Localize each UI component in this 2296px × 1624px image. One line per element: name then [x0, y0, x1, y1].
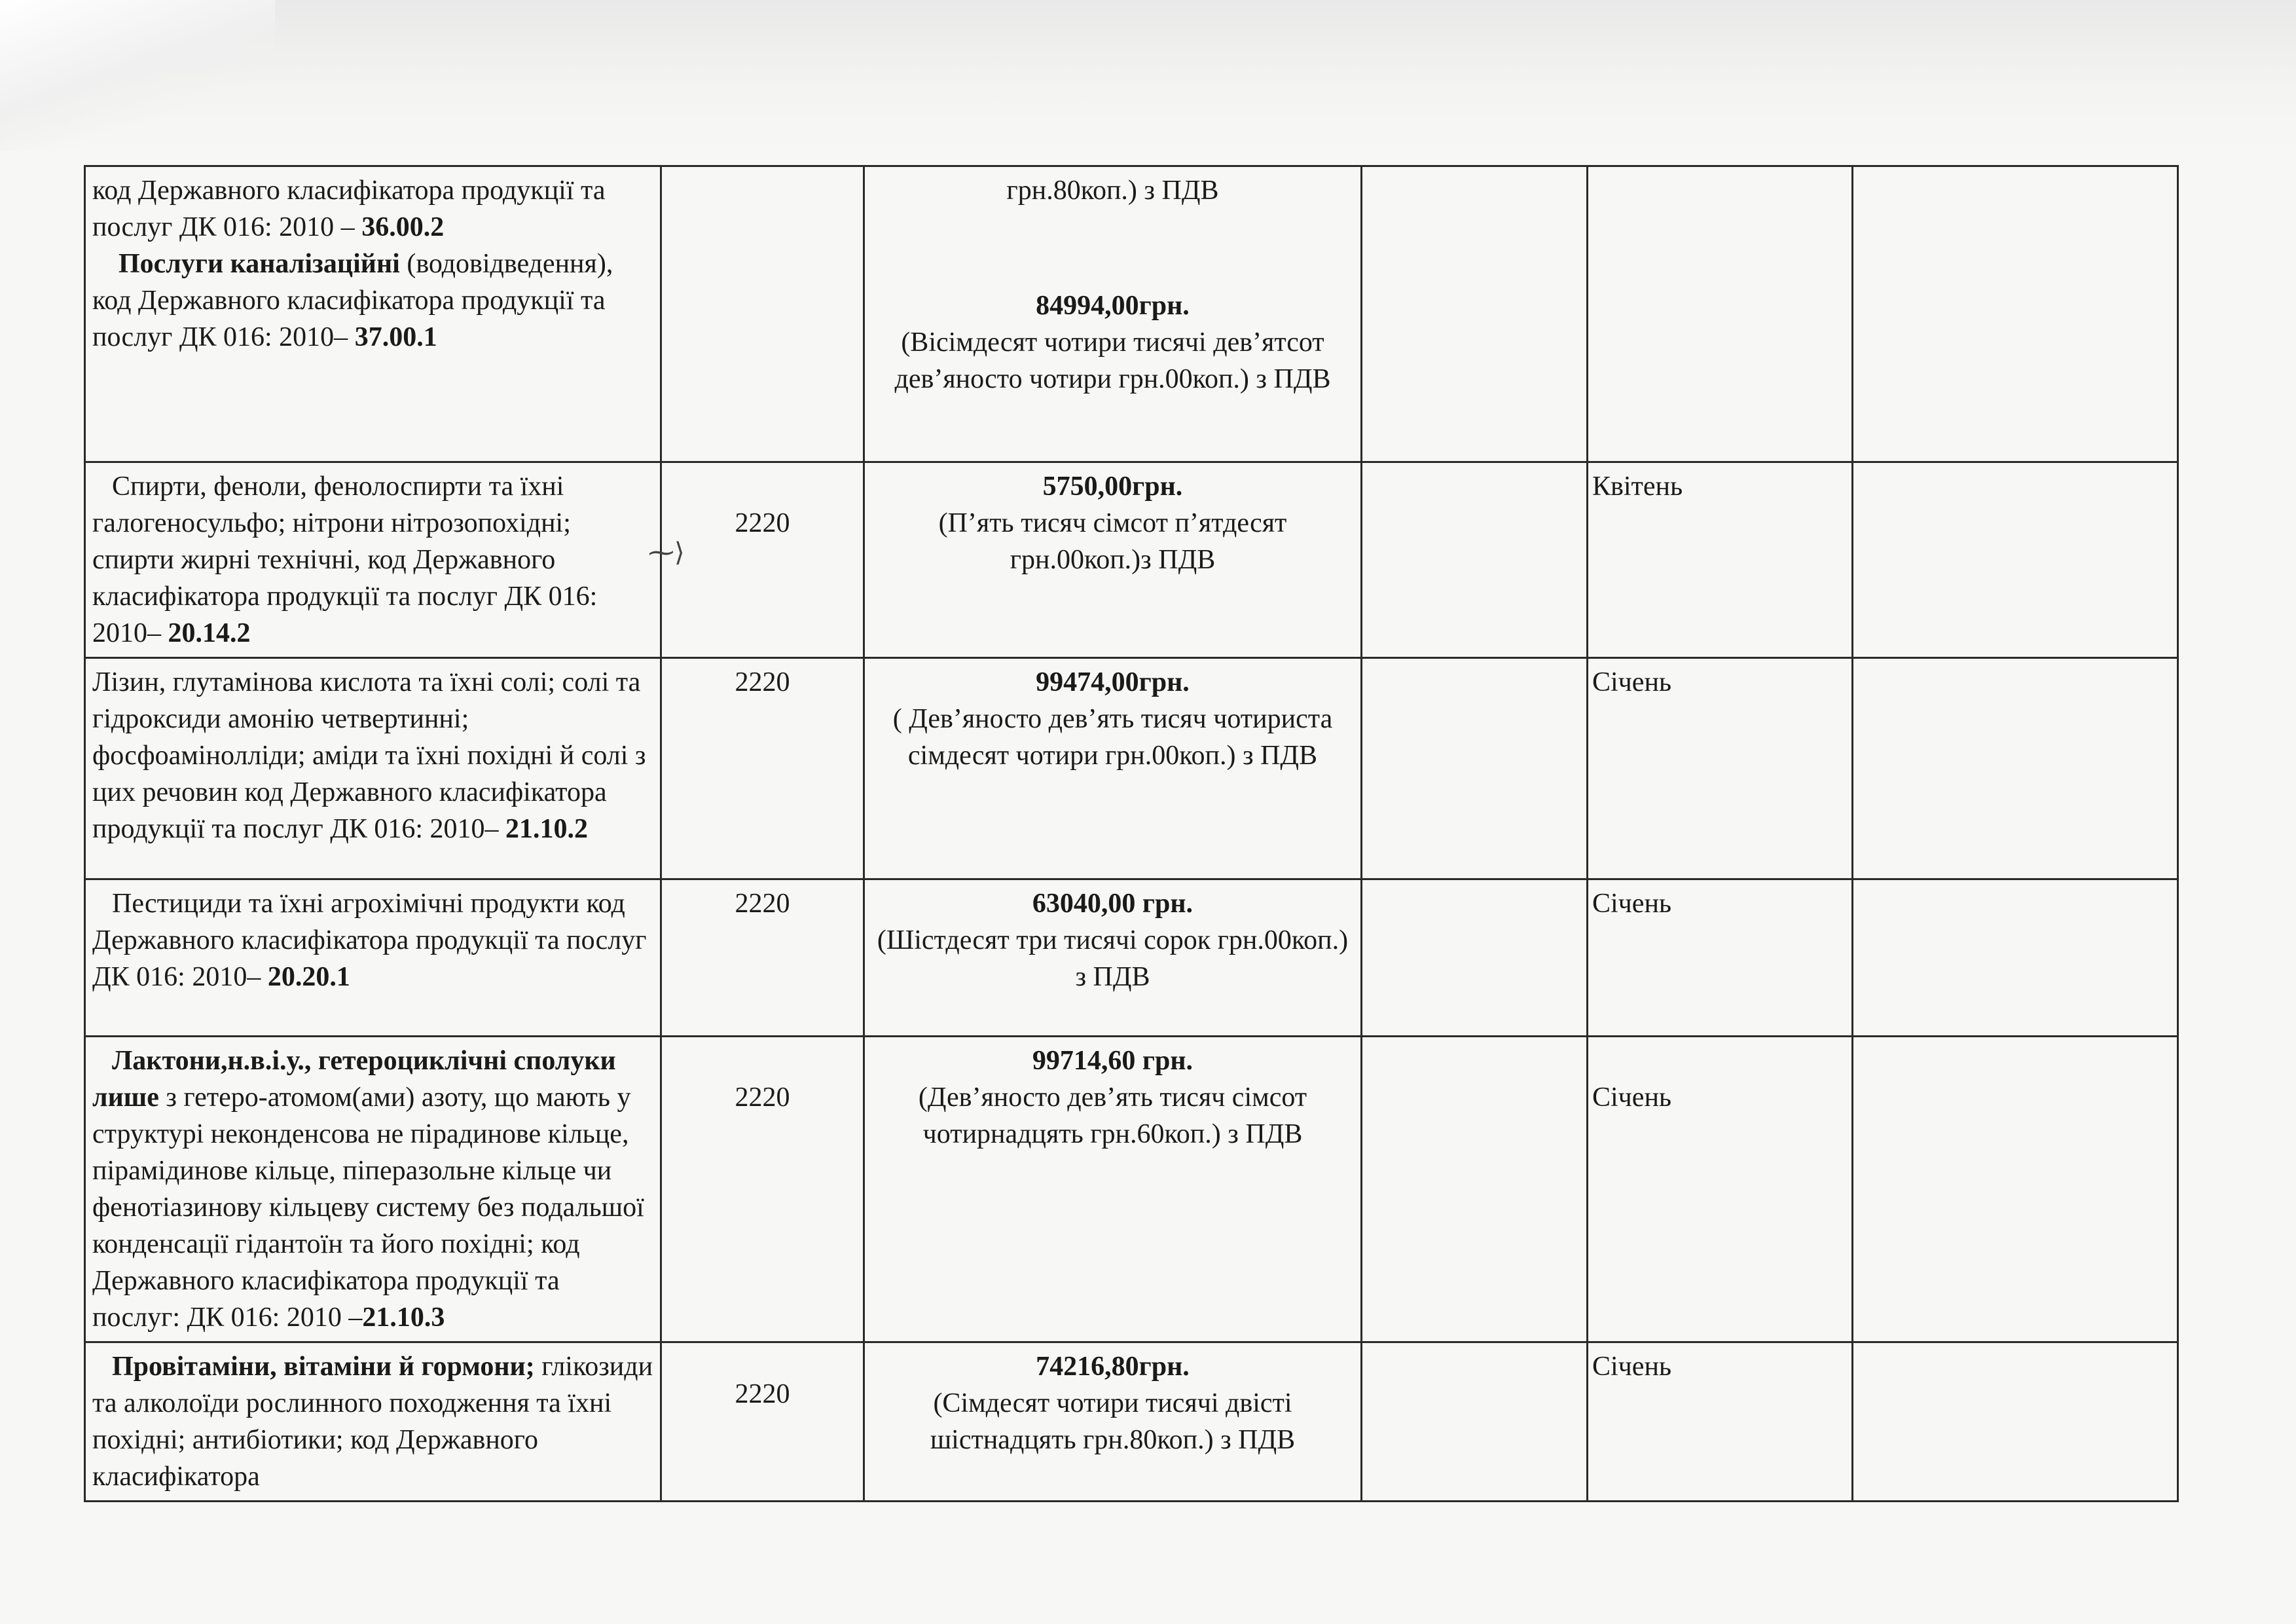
note-cell	[1853, 462, 2178, 658]
item-name-cell: Пестициди та їхні агрохімічні продукти код Державного класифікатора продукції та послуг ДК 016: 2010– 20.20.1	[85, 879, 661, 1037]
sum-cell	[864, 879, 1362, 1037]
sum-cell	[864, 1342, 1362, 1502]
date-cell: Січень	[1588, 1037, 1853, 1342]
item-name-cell: Спирти, феноли, фенолоспирти та їхні галогеносульфо; нітрони нітрозопохідні; спирти жирні технічні, код Державного класифікатора продукції та послуг ДК 016: 2010– 20.14.2	[85, 462, 661, 658]
procurement-plan-table	[84, 165, 2179, 1502]
note-cell	[1853, 166, 2178, 462]
sum-text: (Вісімдесят чотири тисячі дев’ятсот дев’яносто чотири грн.00коп.) з ПДВ	[894, 327, 1331, 394]
kekv-cell: 2220	[661, 879, 864, 1037]
sum-cell	[864, 462, 1362, 658]
sum-cell	[864, 166, 1362, 462]
sum-text: (Шістдесят три тисячі сорок грн.00коп.) з ПДВ	[877, 925, 1349, 992]
sum-amount: 5750,00грн.	[1042, 471, 1183, 502]
date-cell: Січень	[1588, 1342, 1853, 1502]
sum-cell	[864, 658, 1362, 879]
kekv-cell: 2220	[661, 1342, 864, 1502]
sum-amount: 63040,00 грн.	[1032, 889, 1194, 919]
sum-cell	[864, 1037, 1362, 1342]
table-row	[85, 166, 2178, 462]
sum-amount: 84994,00грн.	[1036, 291, 1190, 321]
item-name-text: Послуги каналізаційні (водовідведення), код Державного класифікатора продукції та послуг ДК 016: 2010– 37.00.1	[92, 249, 613, 352]
date-cell: Січень	[1588, 879, 1853, 1037]
note-cell	[1853, 1037, 2178, 1342]
kekv-cell	[661, 166, 864, 462]
note-cell	[1853, 879, 2178, 1037]
date-cell	[1588, 166, 1853, 462]
note-cell	[1853, 658, 2178, 879]
sum-amount: 99474,00грн.	[1036, 667, 1190, 697]
date-cell: Січень	[1588, 658, 1853, 879]
sum-amount: 99714,60 грн.	[1032, 1046, 1194, 1076]
sum-text: ( Дев’яносто дев’ять тисяч чотириста сімдесят чотири грн.00коп.) з ПДВ	[892, 704, 1333, 771]
page-top-edge	[0, 0, 2296, 151]
sum-text: грн.80коп.) з ПДВ	[1006, 175, 1219, 206]
kekv-cell: 2220	[661, 658, 864, 879]
item-name-cell	[85, 166, 661, 462]
procedure-cell	[1362, 1342, 1588, 1502]
procedure-cell	[1362, 658, 1588, 879]
procedure-cell	[1362, 1037, 1588, 1342]
sum-text: (П’ять тисяч сімсот п’ятдесят грн.00коп.)з ПДВ	[938, 508, 1287, 575]
item-name-cell: Лактони,н.в.і.у., гетероциклічні сполуки лише з гетеро-атомом(ами) азоту, що мають у структурі неконденсова не пірадинове кільце, пірамідинове кільце, піперазольне кільце чи фенотіазинову кільцеву систему без подальшої конденсації гідантоїн та його похідні; код Державного класифікатора продукції та послуг: ДК 016: 2010 –21.10.3	[85, 1037, 661, 1342]
procedure-cell	[1362, 462, 1588, 658]
table-row	[85, 658, 2178, 879]
note-cell	[1853, 1342, 2178, 1502]
table-row	[85, 462, 2178, 658]
ink-mark: ⁓⟩	[648, 538, 685, 567]
item-name-text: код Державного класифікатора продукції та послуг ДК 016: 2010 – 36.00.2	[92, 175, 606, 242]
date-cell: Квітень	[1588, 462, 1853, 658]
procedure-cell	[1362, 166, 1588, 462]
kekv-cell: 2220	[661, 1037, 864, 1342]
page-corner-fold	[0, 0, 275, 151]
item-name-cell: Провітаміни, вітаміни й гормони; глікозиди та алколоїди рослинного походження та їхні похідні; антибіотики; код Державного класифікатора	[85, 1342, 661, 1502]
table-row	[85, 879, 2178, 1037]
procedure-cell	[1362, 879, 1588, 1037]
kekv-cell: 2220	[661, 462, 864, 658]
sum-text: (Сімдесят чотири тисячі двісті шістнадцять грн.80коп.) з ПДВ	[930, 1388, 1296, 1455]
item-name-cell: Лізин, глутамінова кислота та їхні солі; солі та гідроксиди амонію четвертинні; фосфоамінолліди; аміди та їхні похідні й солі з цих речовин код Державного класифікатора продукції та послуг ДК 016: 2010– 21.10.2	[85, 658, 661, 879]
table-row	[85, 1342, 2178, 1502]
sum-amount: 74216,80грн.	[1036, 1352, 1190, 1382]
table-row	[85, 1037, 2178, 1342]
sum-text: (Дев’яносто дев’ять тисяч сімсот чотирнадцять грн.60коп.) з ПДВ	[918, 1082, 1307, 1149]
